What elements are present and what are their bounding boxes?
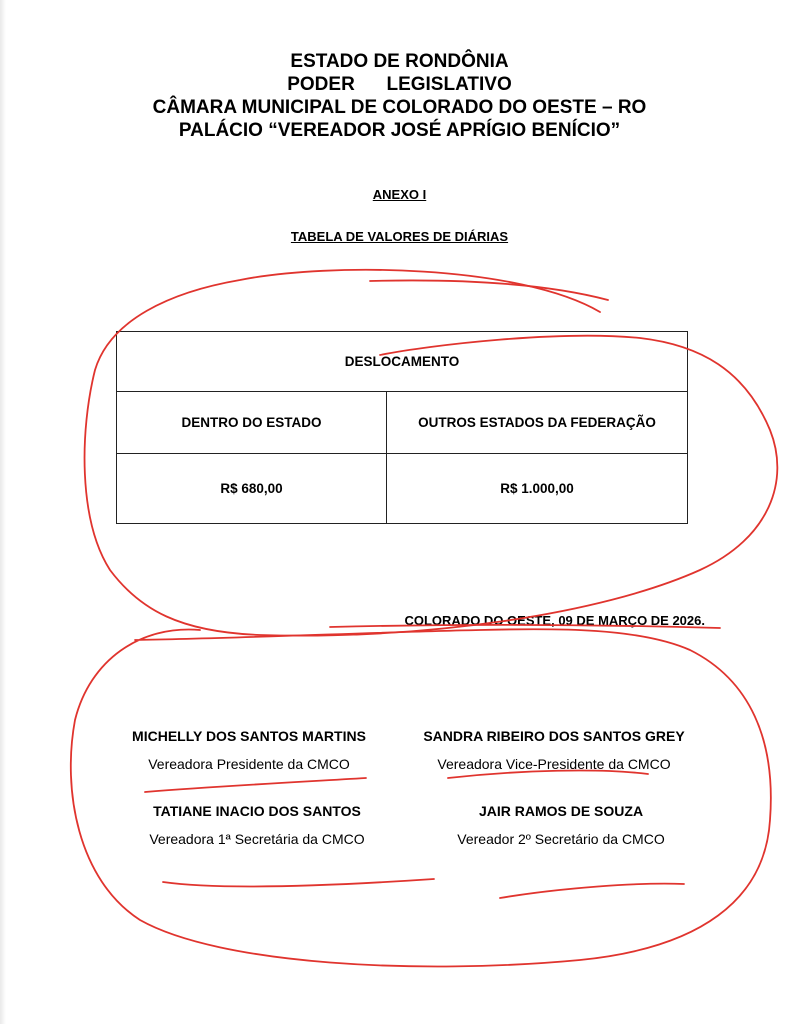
signature-name: SANDRA RIBEIRO DOS SANTOS GREY [423,728,685,744]
daily-allowance-table [116,331,688,524]
signature-first-secretary [92,802,422,848]
document-header [0,50,799,142]
table-top-stroke-annotation [370,280,608,300]
signature-name: TATIANE INACIO DOS SANTOS [153,803,361,819]
signature-role: Vereadora Vice-Presidente da CMCO [437,756,671,772]
table-header-row [117,332,688,392]
table-value-row [117,454,688,524]
annex-title: ANEXO I [372,187,427,202]
signature-name: MICHELLY DOS SANTOS MARTINS [132,728,366,744]
column-other-states: OUTROS ESTADOS DA FEDERAÇÃO [387,392,688,454]
table-header-cell: DESLOCAMENTO [117,332,688,392]
signatures-circle-annotation [71,629,771,966]
signature-name: JAIR RAMOS DE SOUZA [478,803,644,819]
president-underline-annotation [145,778,366,792]
header-chamber: CÂMARA MUNICIPAL DE COLORADO DO OESTE – RO [152,97,647,118]
signature-role: Vereadora 1ª Secretária da CMCO [149,831,365,847]
header-state: ESTADO DE RONDÔNIA [290,51,509,72]
header-power: PODER LEGISLATIVO [287,74,512,95]
page-edge-shadow [0,0,6,1024]
table-column-row [117,392,688,454]
first-secretary-underline-annotation [163,879,434,886]
signature-vice-president [389,727,719,773]
second-secretary-underline-annotation [500,884,684,898]
signature-role: Vereadora Presidente da CMCO [148,756,350,772]
header-palace: PALÁCIO “VEREADOR JOSÉ APRÍGIO BENÍCIO” [178,120,621,141]
signature-role: Vereador 2º Secretário da CMCO [457,831,665,847]
table-title: TABELA DE VALORES DE DIÁRIAS [290,229,509,244]
date-line: COLORADO DO OESTE, 09 DE MARÇO DE 2026. [404,613,705,628]
signature-second-secretary [396,802,726,848]
value-other-states: R$ 1.000,00 [387,454,688,524]
column-within-state: DENTRO DO ESTADO [117,392,387,454]
signature-president [84,727,414,773]
value-within-state: R$ 680,00 [117,454,387,524]
